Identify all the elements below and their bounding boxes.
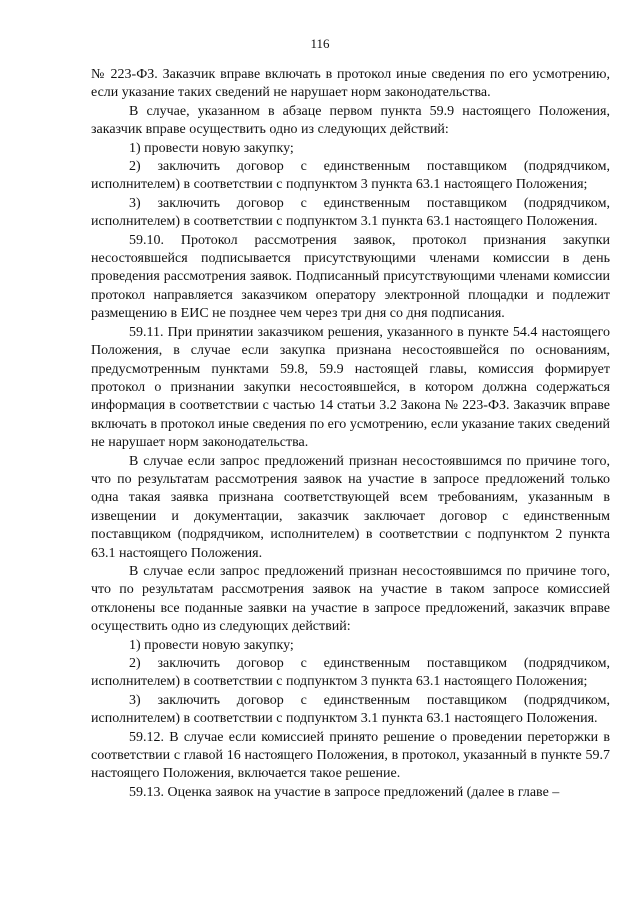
paragraph: В случае если запрос предложений признан несостоявшимся по причине того, что по результатам рассмотрения заявок на участие в таком запросе комиссией отклонены все поданные заявки на участие в запросе предложений, заказчик вправе осуществить одно из следующих действий: [91,563,610,635]
page-number: 116 [310,36,330,51]
list-item: 3) заключить договор с единственным поставщиком (подрядчиком, исполнителем) в соответствии с подпунктом 3.1 пункта 63.1 настоящего Положения. [91,195,610,230]
paragraph-clause-59-12: 59.12. В случае если комиссией принято решение о проведении переторжки в соответствии с главой 16 настоящего Положения, в протокол, указанный в пункте 59.7 настоящего Положения, включается такое решение. [91,729,610,782]
paragraph-clause-59-11: 59.11. При принятии заказчиком решения, указанного в пункте 54.4 настоящего Положения, в случае если закупка признана несостоявшейся по основаниям, предусмотренным пунктами 59.8, 59.9 настоящей главы, комиссия формирует протокол о признании закупки несостоявшейся, в котором должна содержаться информация в соответствии с частью 14 статьи 3.2 Закона № 223-ФЗ. Заказчик вправе включать в протокол иные сведения по его усмотрению, если указание таких сведений не нарушает норм законодательства. [91,324,610,451]
document-body [91,66,610,802]
paragraph-clause-59-10: 59.10. Протокол рассмотрения заявок, протокол признания закупки несостоявшейся подписывается присутствующими членами комиссии в день проведения рассмотрения заявок. Подписанный присутствующими членами комиссии протокол направляется заказчиком оператору электронной площадки и подлежит размещению в ЕИС не позднее чем через три дня со дня подписания. [91,232,610,322]
list-item: 2) заключить договор с единственным поставщиком (подрядчиком, исполнителем) в соответствии с подпунктом 3 пункта 63.1 настоящего Положения; [91,159,610,193]
list-item: 2) заключить договор с единственным поставщиком (подрядчиком, исполнителем) в соответствии с подпунктом 3 пункта 63.1 настоящего Положения; [91,656,610,690]
paragraph-continuation: № 223-ФЗ. Заказчик вправе включать в протокол иные сведения по его усмотрению, если указание таких сведений не нарушает норм законодательства. [91,67,610,101]
paragraph: В случае, указанном в абзаце первом пункта 59.9 настоящего Положения, заказчик вправе осуществить одно из следующих действий: [91,103,610,138]
list-item: 3) заключить договор с единственным поставщиком (подрядчиком, исполнителем) в соответствии с подпунктом 3.1 пункта 63.1 настоящего Положения. [91,692,610,727]
list-item: 1) провести новую закупку; [129,637,294,653]
paragraph: В случае если запрос предложений признан несостоявшимся по причине того, что по результатам рассмотрения заявок на участие в запросе предложений только одна такая заявка признана соответствующей всем требованиям, указанным в извещении и документации, заказчик заключает договор с единственным поставщиком (подрядчиком, исполнителем) в соответствии с подпунктом 2 пункта 63.1 настоящего Положения. [91,453,610,561]
paragraph-clause-59-13: 59.13. Оценка заявок на участие в запросе предложений (далее в главе – [129,784,560,800]
list-item: 1) провести новую закупку; [129,140,294,156]
